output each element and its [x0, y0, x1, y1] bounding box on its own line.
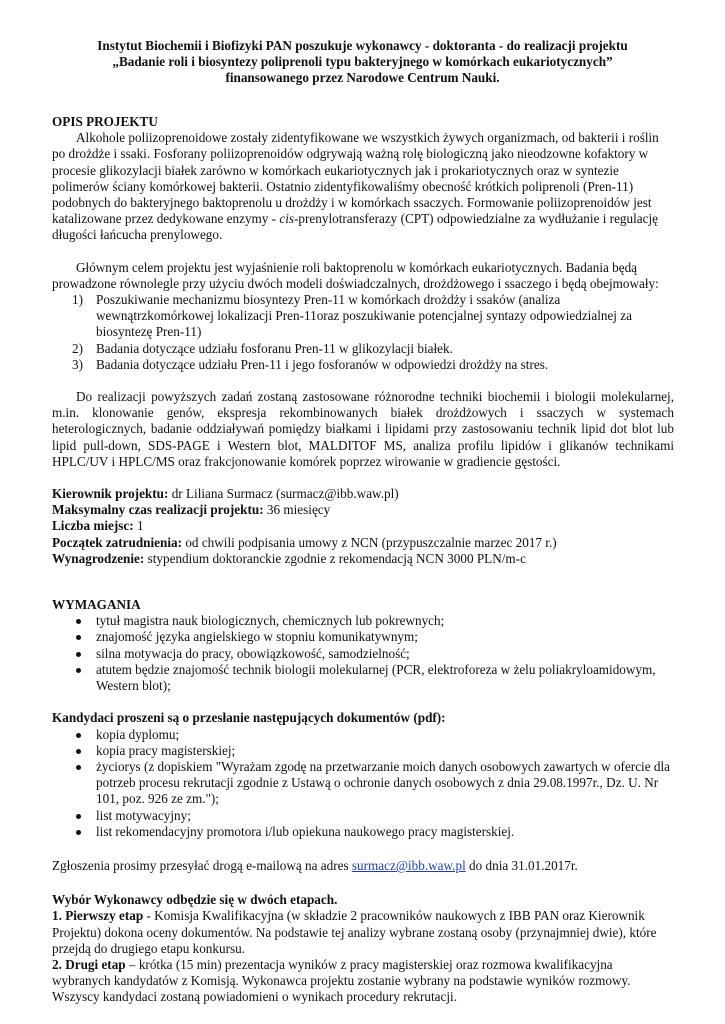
- list-item: list motywacyjny;: [52, 808, 674, 824]
- list-item: życiorys (z dopiskiem "Wyrażam zgodę na przetwarzanie moich danych osobowych zawartych w ofercie dla potrzeb procesu rekrutacji zgodnie z Ustawą o ochronie danych osobowych z dnia 29.08.1997r., Dz. U. Nr 101, poz. 926 ze zm.");: [52, 759, 674, 808]
- email-link[interactable]: surmacz@ibb.waw.pl: [351, 857, 466, 873]
- etap-2: 2. Drugi etap – krótka (15 min) prezentacja wyników z pracy magisterskiej oraz rozmowa kwalifikacyjna wybranych kandydatów z Komisją. Wykonawca projektu zostanie wybrany na podstawie wyników rozmowy. Wszyscy kandydaci zostaną powiadomieni o wynikach procedury rekrutacji.: [52, 956, 631, 1005]
- list-item: kopia dyplomu;: [52, 727, 674, 743]
- header-line-3: finansowanego przez Narodowe Centrum Nauki.: [225, 70, 500, 86]
- opis-paragraph-1: Alkohole poliizoprenoidowe zostały zidentyfikowane we wszystkich żywych organizmach, od bakterii i roślin po drożdże i ssaki. Fosforany poliizoprenoidów odgrywają ważną rolę biologiczną jako nieodzowne kofaktory w procesie glikozylacji białek zarówno w komórkach eukariotycznych jak i prokariotycznych oraz w syntezie polimerów ściany komórkowej bakterii. Ostatnio zidentyfikowaliśmy obecność krótkich poliprenoli (Pren-11) podobnych do bakteryjnego baktoprenolu u drożdży i w komórkach ssaczych. Formowanie poliizoprenoidów jest katalizowane przez dedykowane enzymy - cis-prenylotransferazy (CPT) odpowiedzialne za wydłużanie i regulację długości łańcucha prenylowego.: [52, 130, 659, 243]
- info-poczatek: Początek zatrudnienia: od chwili podpisania umowy z NCN (przypuszczalnie marzec 2017 r.): [52, 534, 557, 550]
- section-title-opis: OPIS PROJEKTU: [52, 114, 158, 129]
- section-title-wymagania: WYMAGANIA: [52, 597, 141, 613]
- header-line-1: Instytut Biochemii i Biofizyki PAN poszukuje wykonawcy - doktoranta - do realizacji projektu: [97, 38, 628, 53]
- info-wynagrodzenie: Wynagrodzenie: stypendium doktoranckie zgodnie z rekomendacją NCN 3000 PLN/m-c: [52, 550, 526, 566]
- list-item: 2) Badania dotyczące udziału fosforanu Pren-11 w glikozylacji białek.: [72, 340, 453, 356]
- etap-1: 1. Pierwszy etap - Komisja Kwalifikacyjna (w składzie 2 pracowników naukowych z IBB PAN oraz Kierownik Projektu) dokona oceny dokumentów. Na podstawie tej analizy wybrane zostaną osoby (przynajmniej dwie), które przejdą do drugiego etapu konkursu.: [52, 908, 657, 956]
- list-item: silna motywacja do pracy, obowiązkowość, samodzielność;: [52, 646, 674, 662]
- opis-paragraph-3: Do realizacji powyższych zadań zostaną zastosowane różnorodne techniki biochemii i biologii molekularnej, m.in. klonowanie genów, ekspresja rekombinowanych białek drożdżowych i ssaczych w systemach heterologicznych, badanie oddziaływań pomiędzy białkami i lipidami przy zastosowaniu technik lipid dot blot lub lipid pull-down, SDS-PAGE i Western blot, MALDITOF MS, analiza profilu lipidów i glikanów technikami HPLC/UV i HPLC/MS oraz frakcjonowanie komórek poprzez wirowanie w gradiencie gęstości.: [52, 389, 674, 469]
- list-item: 3) Badania dotyczące udziału Pren-11 i jego fosforanów w odpowiedzi drożdży na stres.: [72, 356, 549, 372]
- info-miejsca: Liczba miejsc: 1: [52, 518, 144, 534]
- list-item: atutem będzie znajomość technik biologii molekularnej (PCR, elektroforeza w żelu poliakryloamidowym, Western blot);: [52, 662, 674, 694]
- header-line-2: „Badanie roli i biosyntezy poliprenoli typu bakteryjnego w komórkach eukariotycznych”: [112, 54, 613, 70]
- requirements-list: [52, 613, 674, 694]
- list-item: tytuł magistra nauk biologicznych, chemicznych lub pokrewnych;: [52, 613, 674, 629]
- document-body: [52, 114, 674, 1006]
- section-title-dokumenty: Kandydaci proszeni są o przesłanie następujących dokumentów (pdf):: [52, 710, 446, 726]
- list-item: 1) Poszukiwanie mechanizmu biosyntezy Pren-11 w komórkach drożdży i ssaków (analiza wewnątrzkomórkowej lokalizacji Pren-11oraz poszukiwanie potencjalnej syntazy odpowiedzialnej za biosyntezę Pren-11): [72, 292, 632, 340]
- list-item: list rekomendacyjny promotora i/lub opiekuna naukowego pracy magisterskiej.: [52, 824, 674, 840]
- info-czas: Maksymalny czas realizacji projektu: 36 miesięcy: [52, 502, 331, 518]
- documents-list: [52, 727, 674, 840]
- opis-paragraph-2: Głównym celem projektu jest wyjaśnienie roli baktoprenolu w komórkach eukariotycznych. Badania będą prowadzone równolegle przy użyciu dwóch modeli doświadczalnych, drożdżowego i ssaczego i będą obejmowały:: [52, 259, 659, 291]
- submission-info: Zgłoszenia prosimy przesyłać drogą e-mailową na adres surmacz@ibb.waw.pl do dnia 31.01.2017r.: [52, 857, 578, 873]
- section-title-wybor: Wybór Wykonawcy odbędzie się w dwóch etapach.: [52, 892, 338, 908]
- list-item: znajomość języka angielskiego w stopniu komunikatywnym;: [52, 629, 674, 645]
- project-info: [52, 486, 674, 567]
- list-item: kopia pracy magisterskiej;: [52, 743, 674, 759]
- info-kierownik: Kierownik projektu: dr Liliana Surmacz (surmacz@ibb.waw.pl): [52, 486, 399, 502]
- announcement-header: [60, 38, 665, 87]
- research-task-list: [52, 292, 674, 373]
